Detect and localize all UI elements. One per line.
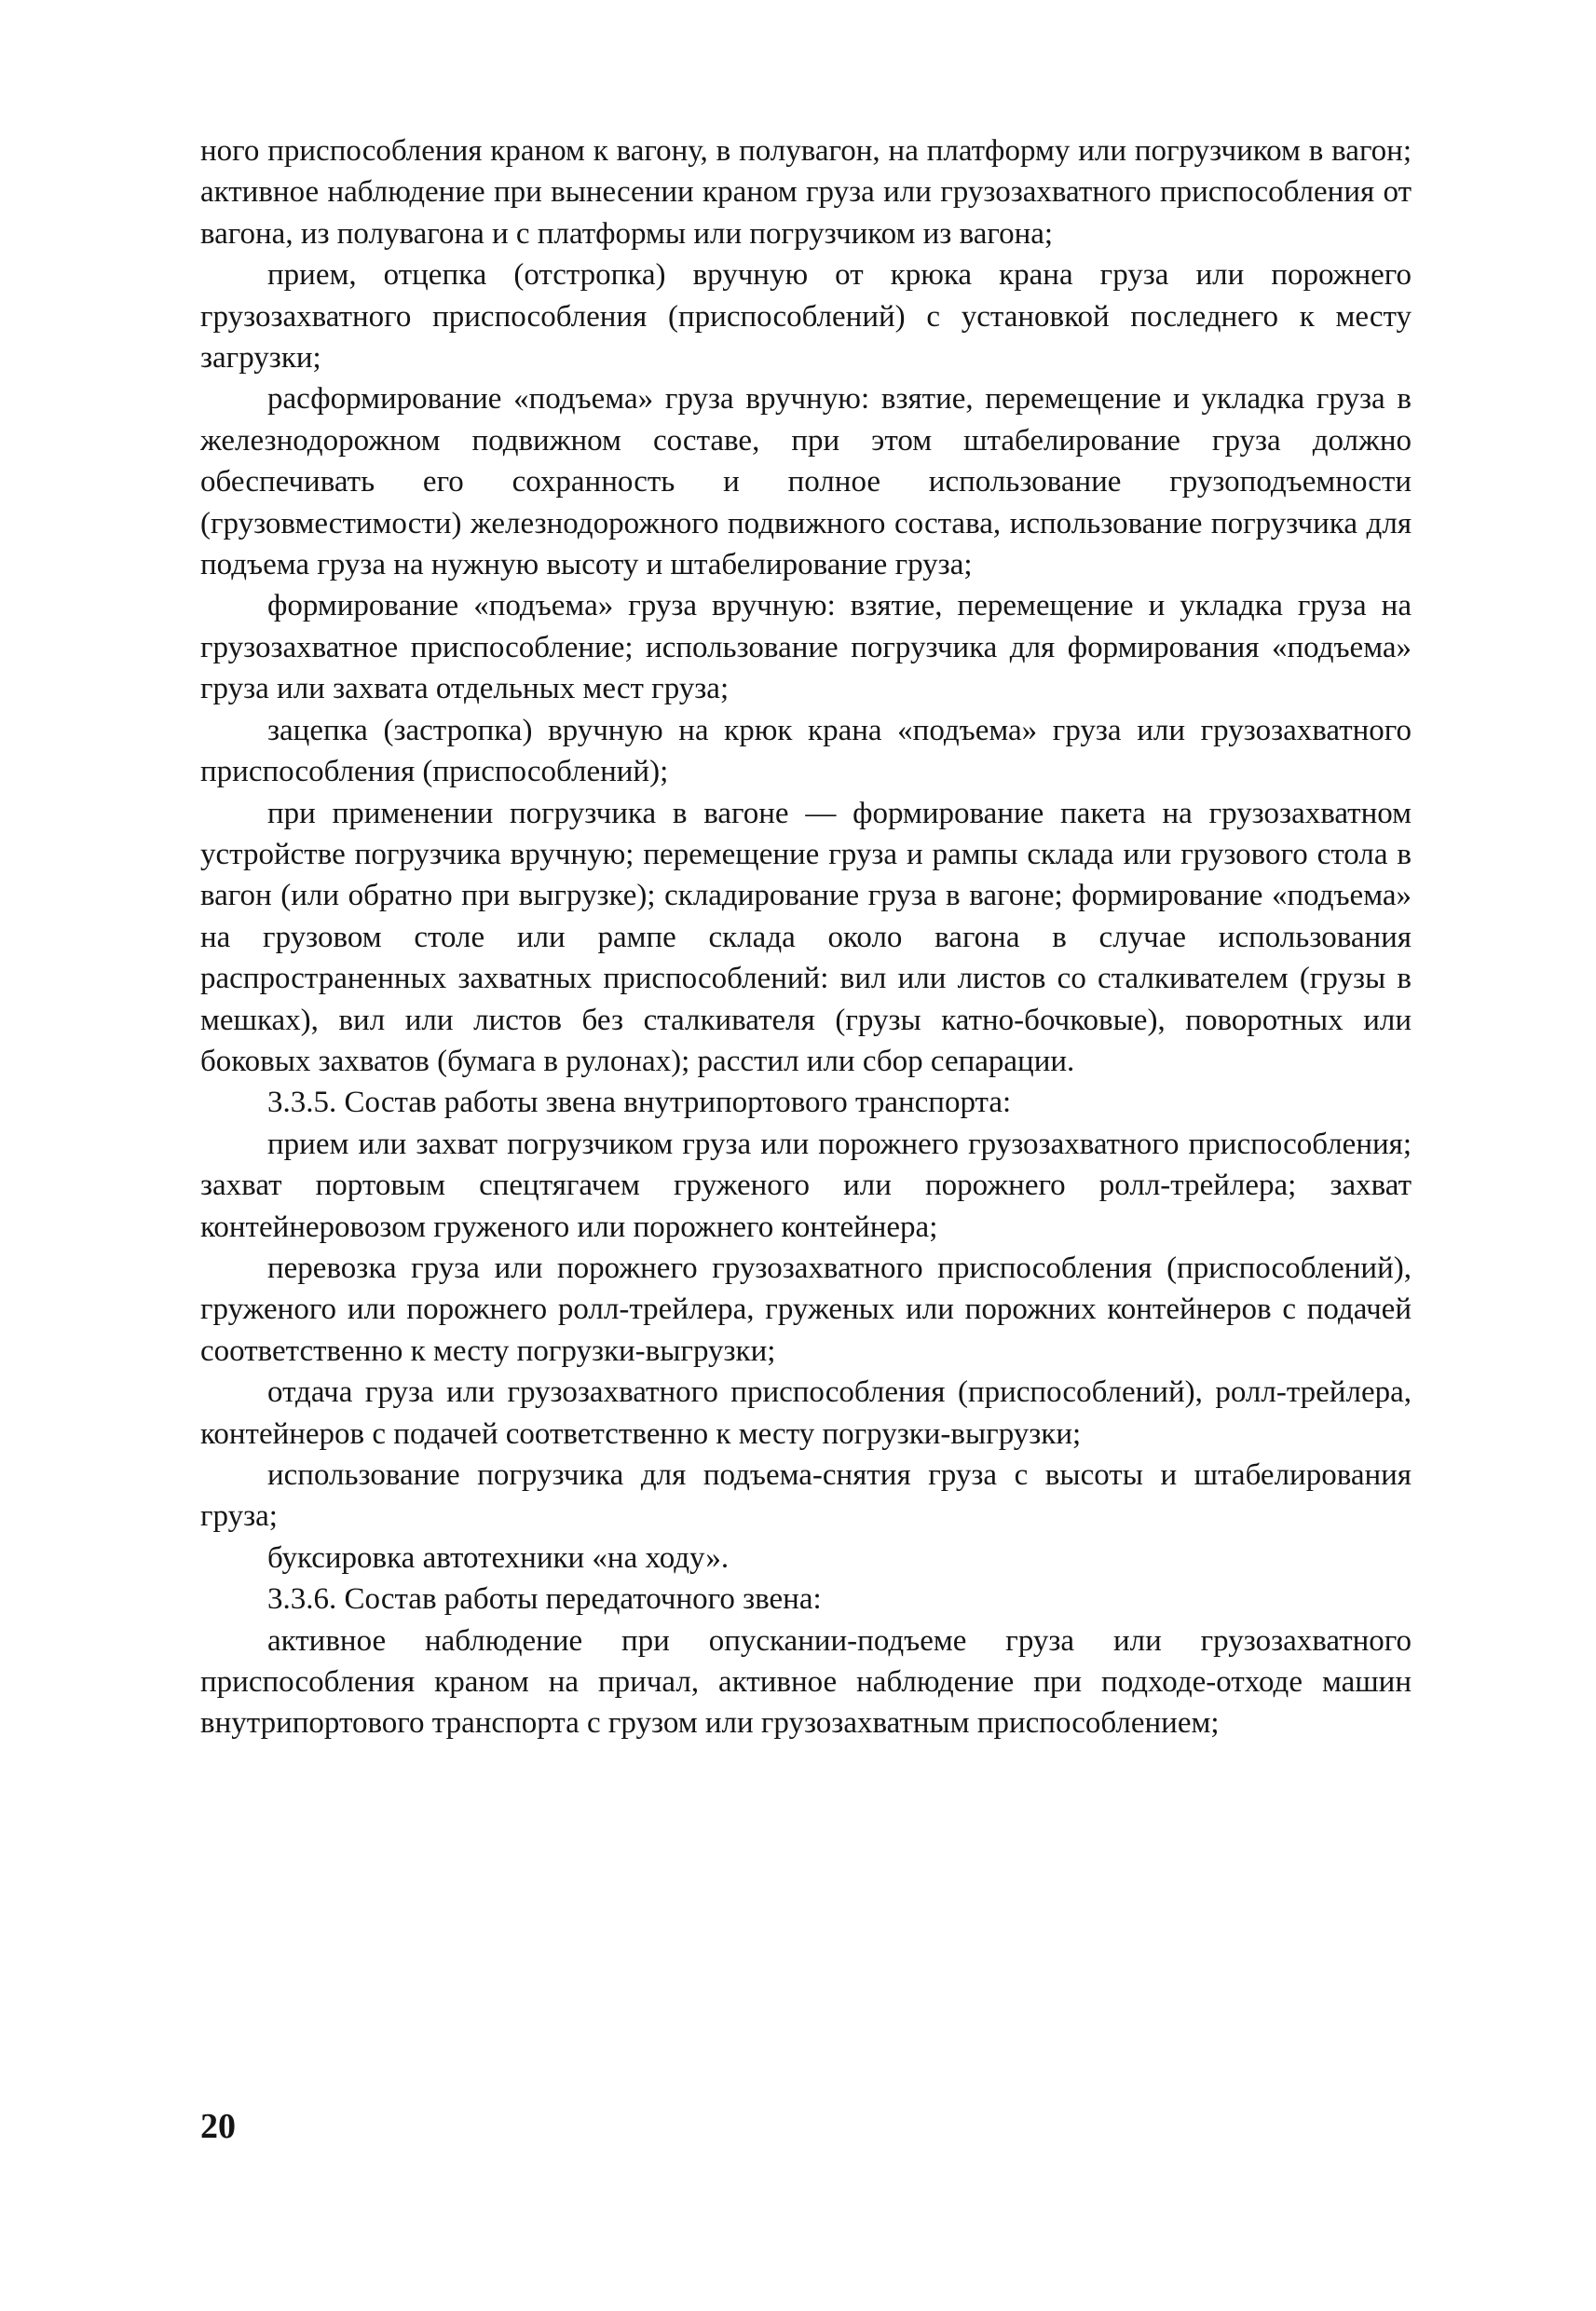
paragraph: расформирование «подъема» груза вручную: взятие, перемещение и укладка груза в железнодорожном подвижном составе, при этом штабелирование груза должно обеспечивать его сохранность и полное использование грузоподъемности (грузовместимости) железнодорожного подвижного состава, использование погрузчика для подъема груза на нужную высоту и штабелирование груза; xyxy=(200,382,1412,582)
paragraph: зацепка (застропка) вручную на крюк крана «подъема» груза или грузозахватного приспособления (приспособлений); xyxy=(200,713,1412,789)
paragraph: отдача груза или грузозахватного приспособления (приспособлений), ролл-трейлера, контейнеров с подачей соответственно к месту погрузки-выгрузки; xyxy=(200,1375,1412,1451)
section-heading: 3.3.5. Состав работы звена внутрипортового транспорта: xyxy=(267,1086,1012,1120)
document-page xyxy=(200,130,1412,1744)
paragraph: перевозка груза или порожнего грузозахватного приспособления (приспособлений), груженого или порожнего ролл-трейлера, груженых или порожних контейнеров с подачей соответственно к месту погрузки-выгрузки; xyxy=(200,1251,1412,1368)
paragraph: прием или захват погрузчиком груза или порожнего грузозахватного приспособления; захват портовым спецтягачем груженого или порожнего ролл-трейлера; захват контейнеровозом груженого или порожнего контейнера; xyxy=(200,1127,1412,1244)
paragraph: буксировка автотехники «на ходу». xyxy=(267,1540,730,1575)
page-number: 20 xyxy=(200,2107,236,2146)
paragraph: активное наблюдение при опускании-подъеме груза или грузозахватного приспособления краном на причал, активное наблюдение при подходе-отходе машин внутрипортового транспорта с грузом или грузозахватным приспособлением; xyxy=(200,1623,1412,1741)
paragraph: ного приспособления краном к вагону, в полувагон, на платформу или погрузчиком в вагон; активное наблюдение при вынесении краном груза или грузозахватного приспособления от вагона, из полувагона и с платформы или погрузчиком из вагона; xyxy=(200,134,1412,251)
paragraph: использование погрузчика для подъема-снятия груза с высоты и штабелирования груза; xyxy=(200,1458,1412,1534)
paragraph: прием, отцепка (отстропка) вручную от крюка крана груза или порожнего грузозахватного приспособления (приспособлений) с установкой последнего к месту загрузки; xyxy=(200,258,1412,376)
paragraph: формирование «подъема» груза вручную: взятие, перемещение и укладка груза на грузозахватное приспособление; использование погрузчика для формирования «подъема» груза или захвата отдельных мест груза; xyxy=(200,589,1412,706)
paragraph: при применении погрузчика в вагоне — формирование пакета на грузозахватном устройстве погрузчика вручную; перемещение груза и рампы склада или грузового стола в вагон (или обратно при выгрузке); складирование груза в вагоне; формирование «подъема» на грузовом столе или рампе склада около вагона в случае использования распространенных захватных приспособлений: вил или листов со сталкивателем (грузы в мешках), вил или листов без сталкивателя (грузы катно-бочковые), поворотных или боковых захватов (бумага в рулонах); расстил или сбор сепарации. xyxy=(200,796,1412,1078)
section-heading: 3.3.6. Состав работы передаточного звена: xyxy=(267,1582,822,1617)
